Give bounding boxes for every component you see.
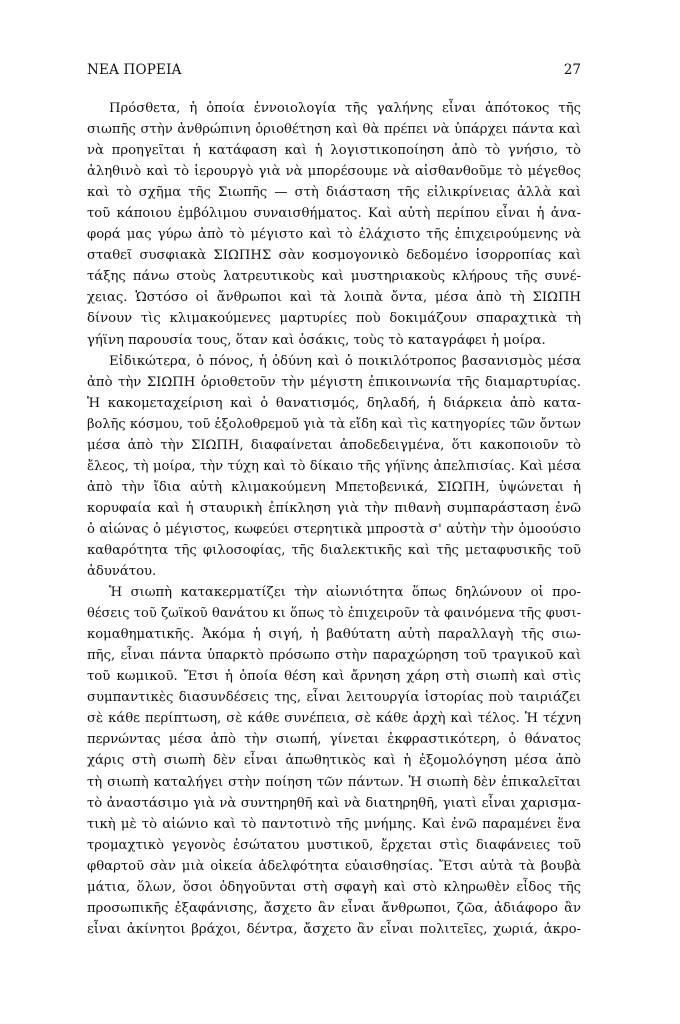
text-line: καὶ τὸ σχῆμα τῆς Σιωπῆς — στὴ διάσταση τῆς εἰλικρίνειας ἀλλὰ καὶ xyxy=(87,185,581,201)
text-line: τάξης πάνω στοὺς λατρευτικοὺς καὶ μυστηριακοὺς κλήρους τῆς συνέ- xyxy=(87,269,581,285)
text-line: σταθεῖ συσφιακὰ ΣΙΩΠΗΣ σὰν κοσμογονικὸ δεδομένο ἰσορροπίας καὶ xyxy=(87,248,581,264)
text-line: καθαρότητα τῆς φιλοσοφίας, τῆς διαλεκτικῆς καὶ τῆς μεταφυσικῆς τοῦ xyxy=(87,542,581,558)
text-line: Ἡ κακομεταχείριση καὶ ὁ θανατισμός, δηλαδή, ἡ διάρκεια ἀπὸ κατα- xyxy=(87,395,581,411)
text-line: κορυφαία καὶ ἡ σταυρικὴ ἐπίκληση γιὰ τὴν πιθανὴ συμπαράσταση ἐνῶ xyxy=(87,500,581,516)
text-line: τικὴ μὲ τὸ αἰώνιο καὶ τὸ παντοτινὸ τῆς μνήμης. Καὶ ἐνῶ παραμένει ἕνα xyxy=(87,816,581,832)
text-line: συμπαντικὲς διασυνδέσεις της, εἶναι λειτουργία ἱστορίας ποὺ ταιριάζει xyxy=(87,690,581,706)
text-line: τὸ ἀναστάσιμο γιὰ νὰ συντηρηθῆ καὶ νὰ διατηρηθῆ, γιατὶ εἶναι χαρισμα- xyxy=(87,795,581,811)
body-text xyxy=(87,98,581,961)
text-line: εἶναι ἀκίνητοι βράχοι, δέντρα, ἄσχετο ἂν εἶναι πολιτεῖες, χωριά, ἀκρο- xyxy=(87,921,581,937)
text-line: τοῦ κάποιου ἐμβόλιμου συναισθήματος. Καὶ αὐτὴ περίπου εἶναι ἡ ἀνα- xyxy=(87,206,581,222)
text-line: ἔλεος, τὴ μοίρα, τὴν τύχη καὶ τὸ δίκαιο τῆς γήϊνης ἀπελπισίας. Καὶ μέσα xyxy=(87,458,581,474)
text-line: βολῆς κόσμου, τοῦ ἐξολοθρεμοῦ γιὰ τὰ εἴδη καὶ τὶς κατηγορίες τῶν ὄντων xyxy=(87,416,581,432)
text-line: κομαθηματικῆς. Ἀκόμα ἡ σιγή, ἡ βαθύτατη αὐτὴ παραλλαγὴ τῆς σιω- xyxy=(87,627,581,643)
text-line: ἀπὸ τὴν ΣΙΩΠΗ ὁριοθετοῦν τὴν μέγιστη ἐπικοινωνία τῆς διαμαρτυρίας. xyxy=(87,374,581,390)
text-line: σὲ κάθε περίπτωση, σὲ κάθε συνέπεια, σὲ κάθε ἀρχὴ καὶ τέλος. Ἡ τέχνη xyxy=(87,711,581,727)
text-line: τὴ σιωπὴ καταλήγει στὴν ποίηση τῶν πάντων. Ἡ σιωπὴ δὲν ἐπικαλεῖται xyxy=(87,774,581,790)
text-line: χάρις στὴ σιωπὴ δὲν εἶναι ἀπωθητικὸς καὶ ἡ ἐξομολόγηση μέσα ἀπὸ xyxy=(87,753,581,769)
text-line: μάτια, ὅλων, ὅσοι ὁδηγοῦνται στὴ σφαγὴ καὶ στὸ κληρωθὲν εἶδος τῆς xyxy=(87,879,581,895)
running-head xyxy=(87,62,581,82)
text-line: γήϊνη παρουσία τους, ὅταν καὶ ὁσάκις, τοὺς τὸ καταγράφει ἡ μοίρα. xyxy=(87,332,546,348)
text-line: ἀληθινὸ καὶ τὸ ἱερουργὸ γιὰ νὰ μπορέσουμε νὰ αἰσθανθοῦμε τὸ μέγεθος xyxy=(87,164,581,180)
text-line: χειας. Ὡστόσο οἱ ἄνθρωποι καὶ τὰ λοιπὰ ὄντα, μέσα ἀπὸ τὴ ΣΙΩΠΗ xyxy=(87,290,581,306)
text-line: νὰ προηγεῖται ἡ κατάφαση καὶ ἡ λογιστικοποίηση ἀπὸ τὸ γνήσιο, τὸ xyxy=(87,143,581,159)
text-line xyxy=(87,940,581,961)
page-number: 27 xyxy=(563,62,581,78)
text-line: προσωπικῆς ἐξαφάνισης, ἄσχετο ἂν εἶναι ἄνθρωποι, ζῶα, ἀδιάφορο ἂν xyxy=(87,900,581,916)
text-line: φορά μας γύρω ἀπὸ τὸ μέγιστο καὶ τὸ ἐλάχιστο τῆς ἐπιχειρούμενης νὰ xyxy=(87,227,581,243)
text-line: θέσεις τοῦ ζωϊκοῦ θανάτου κι ὅπως τὸ ἐπιχειροῦν τὰ φαινόμενα τῆς φυσι- xyxy=(87,606,581,622)
text-line: ὁ αἰώνας ὁ μέγιστος, κωφεύει στερητικὰ μπροστὰ σ' αὐτὴν τὴν ὁμοούσιο xyxy=(87,521,581,537)
text-line: Πρόσθετα, ἡ ὁποία ἐννοιολογία τῆς γαλήνης εἶναι ἀπότοκος τῆς xyxy=(109,101,581,116)
running-title: ΝΕΑ ΠΟΡΕΙΑ xyxy=(87,62,182,78)
text-line: πῆς, εἶναι πάντα ὑπαρκτὸ πρόσωπο στὴν παραχώρηση τοῦ τραγικοῦ καὶ xyxy=(87,648,581,664)
text-line: τοῦ κωμικοῦ. Ἔτσι ἡ ὁποία θέση καὶ ἄρνηση χάρη στὴ σιωπὴ καὶ στὶς xyxy=(87,669,581,685)
text-line: ἀδυνάτου. xyxy=(87,564,157,580)
text-line: σιωπῆς στὴν ἀνθρώπινη ὁριοθέτηση καὶ θὰ πρέπει νὰ ὑπάρχει πάντα καὶ xyxy=(87,122,581,138)
text-line: μέσα ἀπὸ τὴν ΣΙΩΠΗ, διαφαίνεται ἀποδεδειγμένα, ὅτι κακοποιοῦν τὸ xyxy=(87,437,581,453)
text-line: περνώντας μέσα ἀπὸ τὴν σιωπή, γίνεται ἐκφραστικότερη, ὁ θάνατος xyxy=(87,732,581,748)
text-line: Ἡ σιωπὴ κατακερματίζει τὴν αἰωνιότητα ὅπως δηλώνουν οἱ προ- xyxy=(109,585,581,601)
text-line: δίνουν τὶς κλιμακούμενες μαρτυρίες ποὺ δοκιμάζουν σπαραχτικὰ τὴ xyxy=(87,311,581,327)
text-line: φθαρτοῦ σὰν μιὰ οἰκεία ἀδελφότητα εὐαισθησίας. Ἔτσι αὐτὰ τὰ βουβὰ xyxy=(87,858,581,874)
text-line: τρομαχτικὸ γεγονὸς ἐσώτατου μυστικοῦ, ἔρχεται στὶς διαφάνειες τοῦ xyxy=(87,837,581,853)
text-line: ἀπὸ τὴν ἴδια αὐτὴ κλιμακούμενη Μπετοβενικά, ΣΙΩΠΗ, ὑψώνεται ἡ xyxy=(87,479,581,495)
text-line: Εἰδικώτερα, ὁ πόνος, ἡ ὀδύνη καὶ ὁ ποικιλότροπος βασανισμὸς μέσα xyxy=(109,353,581,369)
